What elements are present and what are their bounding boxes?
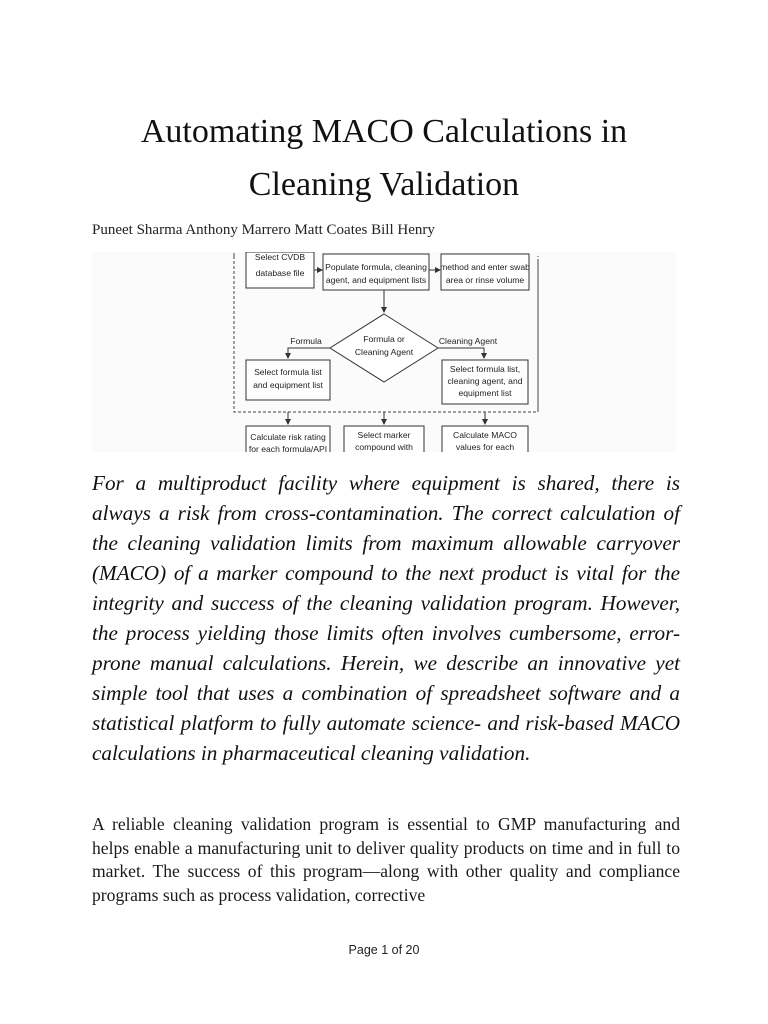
box-populate-text-1: Populate formula, cleaning [325, 262, 427, 272]
box-risk-rating-text-2: for each formula/API [248, 444, 328, 452]
body-paragraph: A reliable cleaning validation program is essential to GMP manufacturing and helps enable a manufacturing unit to deliver quality products on time and in full to market. The success of this program—along with other quality and compliance programs such as process validation, corrective [92, 814, 680, 905]
box-select-formula-text-1: Select formula list [254, 367, 322, 377]
box-select-agent-text-3: equipment list [458, 388, 512, 398]
decision-text-2: Cleaning Agent [354, 347, 414, 357]
flowchart-diagram [92, 252, 676, 452]
branch-label-cleaning-agent: Cleaning Agent [438, 336, 498, 346]
box-select-agent-text-2: cleaning agent, and [447, 376, 523, 386]
box-marker-compound-text-2: compound with [355, 442, 413, 452]
page-number: Page 1 of 20 [348, 943, 420, 957]
page-title-line-2: Cleaning Validation [248, 166, 520, 203]
box-select-formula-text-2: and equipment list [253, 380, 323, 390]
box-marker-compound-text-1: Select marker [357, 430, 411, 440]
box-populate-text-2: agent, and equipment lists [325, 275, 427, 285]
decision-text-1: Formula or [363, 334, 405, 344]
box-select-agent-text-1: Select formula list, [449, 364, 521, 374]
author-list: Puneet Sharma Anthony Marrero Matt Coates Bill Henry [92, 222, 435, 238]
abstract-paragraph: For a multiproduct facility where equipment is shared, there is always a risk from cross-contamination. The correct calculation of the cleaning validation limits from maximum allowable carryover (MACO) of a marker compound to the next product is vital for the integrity and success of the cleaning validation program. However, the process yielding those limits often involves cumbersome, error-prone manual calculations. Herein, we describe an innovative yet simple tool that uses a combination of spreadsheet software and a statistical platform to fully automate science- and risk-based MACO calculations in pharmaceutical cleaning validation. [92, 471, 680, 765]
box-method-text-1: method and enter swab [440, 262, 530, 272]
flowchart-figure [92, 252, 676, 452]
box-calc-maco-text-2: values for each [455, 442, 515, 452]
box-risk-rating-text-1: Calculate risk rating [250, 432, 326, 442]
box-calc-maco-text-1: Calculate MACO [453, 430, 517, 440]
box-select-file-text-2: database file [255, 268, 305, 278]
box-method-text-2: area or rinse volume [445, 275, 525, 285]
page-title-line-1: Automating MACO Calculations in [140, 113, 628, 150]
box-select-file-text-1: Select CVDB [254, 252, 306, 262]
branch-label-formula: Formula [290, 336, 322, 346]
